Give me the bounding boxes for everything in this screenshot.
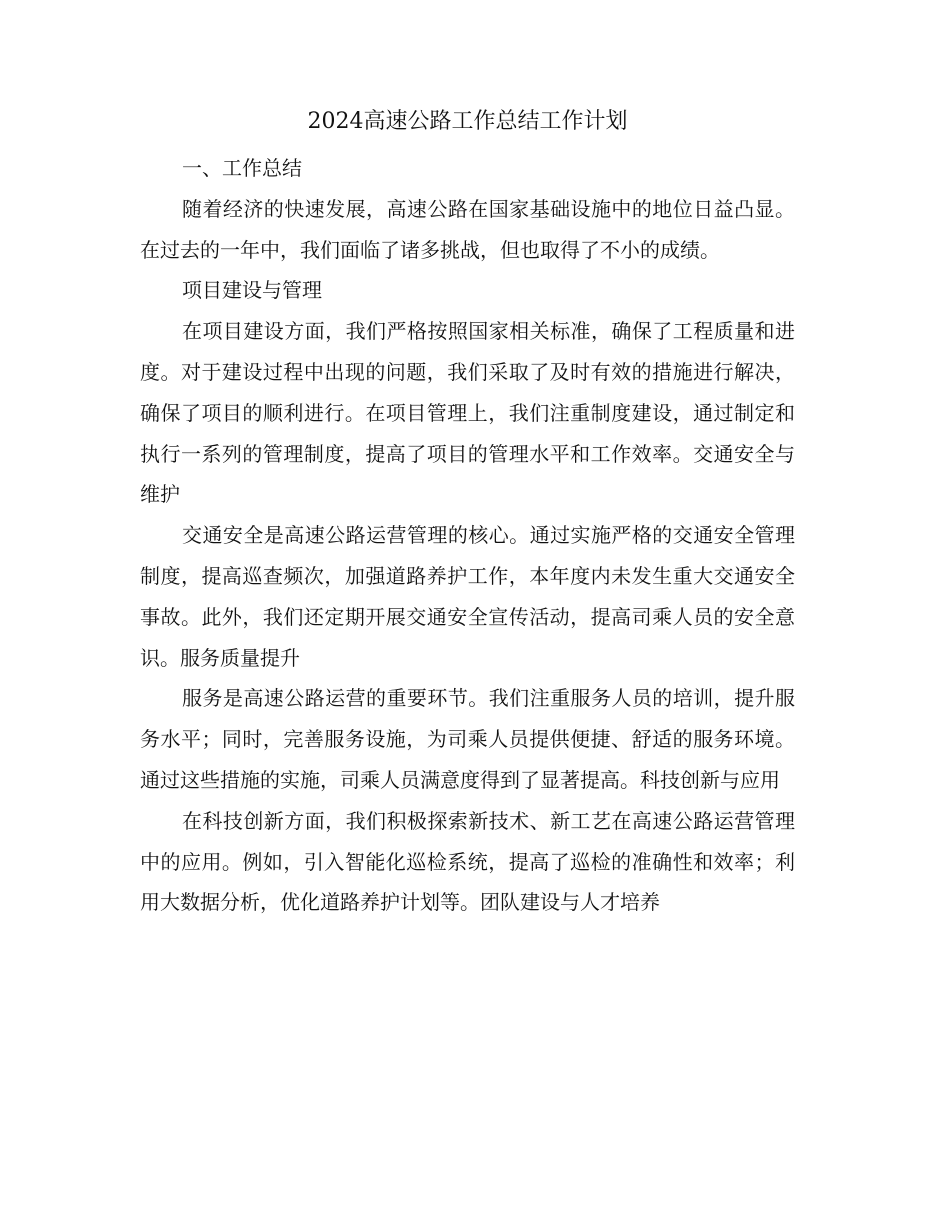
project-paragraph: 在项目建设方面，我们严格按照国家相关标准，确保了工程质量和进度。对于建设过程中出现的问题，我们采取了及时有效的措施进行解决，确保了项目的顺利进行。在项目管理上，我们注重制度建设，通过制定和执行一系列的管理制度，提高了项目的管理水平和工作效率。交通安全与维护: [140, 319, 795, 507]
intro-paragraph: 随着经济的快速发展，高速公路在国家基础设施中的地位日益凸显。在过去的一年中，我们面临了诸多挑战，但也取得了不小的成绩。: [140, 196, 795, 262]
safety-paragraph: 交通安全是高速公路运营管理的核心。通过实施严格的交通安全管理制度，提高巡查频次，加强道路养护工作，本年度内未发生重大交通安全事故。此外，我们还定期开展交通安全宣传活动，提高司乘人员的安全意识。服务质量提升: [140, 523, 795, 670]
subheading-project: 项目建设与管理: [182, 278, 322, 303]
service-paragraph: 服务是高速公路运营的重要环节。我们注重服务人员的培训，提升服务水平；同时，完善服务设施，为司乘人员提供便捷、舒适的服务环境。通过这些措施的实施，司乘人员满意度得到了显著提高。科技创新与应用: [140, 686, 795, 792]
tech-paragraph: 在科技创新方面，我们积极探索新技术、新工艺在高速公路运营管理中的应用。例如，引入智能化巡检系统，提高了巡检的准确性和效率；利用大数据分析，优化道路养护计划等。团队建设与人才培养: [140, 808, 795, 915]
document-body: [140, 100, 795, 923]
document-title: 2024高速公路工作总结工作计划: [307, 109, 628, 134]
section-heading: 一、工作总结: [182, 156, 302, 180]
